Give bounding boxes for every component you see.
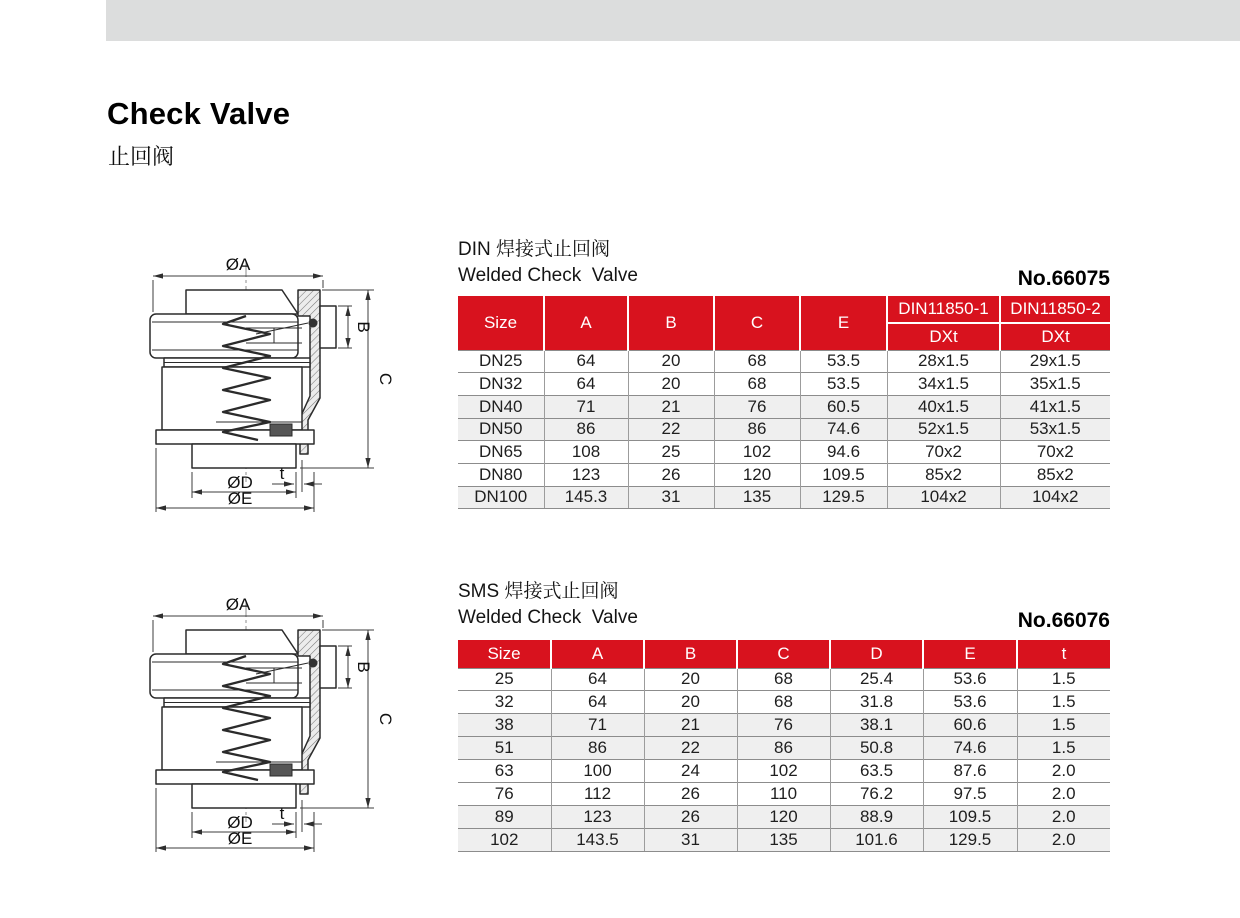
row-value-cell: 76.2 — [830, 782, 923, 805]
row-value-cell: 86 — [544, 418, 628, 441]
valve-seal — [270, 424, 292, 436]
row-value-cell: 76 — [714, 395, 800, 418]
row-value-cell: 104x2 — [887, 486, 1000, 509]
row-value-cell: 123 — [551, 805, 644, 828]
row-value-cell: 26 — [644, 805, 737, 828]
row-value-cell: 22 — [628, 418, 714, 441]
row-value-cell: 34x1.5 — [887, 373, 1000, 396]
row-value-cell: 87.6 — [923, 760, 1017, 783]
dim-label-c: C — [376, 712, 395, 726]
din-valve-technical-drawing — [106, 250, 398, 526]
row-size-cell: 32 — [458, 691, 551, 714]
row-value-cell: 74.6 — [923, 737, 1017, 760]
table-row — [458, 737, 1110, 760]
table-row — [458, 463, 1110, 486]
table-row — [458, 828, 1110, 851]
row-value-cell: 129.5 — [923, 828, 1017, 851]
row-value-cell: 74.6 — [800, 418, 887, 441]
row-size-cell: 102 — [458, 828, 551, 851]
hinge-pin — [309, 659, 318, 668]
row-value-cell: 102 — [737, 760, 830, 783]
table-row — [458, 373, 1110, 396]
table-row — [458, 805, 1110, 828]
sms-title-zh: SMS 焊接式止回阀 — [458, 581, 619, 602]
table-row — [458, 691, 1110, 714]
din-part-number: No.66075 — [1017, 267, 1110, 290]
row-value-cell: 86 — [737, 737, 830, 760]
check-valve-cross-section — [106, 590, 398, 866]
row-size-cell: 63 — [458, 760, 551, 783]
row-value-cell: 88.9 — [830, 805, 923, 828]
row-value-cell: 2.0 — [1017, 805, 1110, 828]
table-row — [458, 418, 1110, 441]
col-header-din11850-2: DIN11850-2 — [1000, 296, 1110, 323]
row-value-cell: 64 — [551, 668, 644, 691]
row-value-cell: 70x2 — [1000, 441, 1110, 464]
col-header-size: Size — [458, 640, 551, 668]
row-value-cell: 102 — [714, 441, 800, 464]
row-value-cell: 1.5 — [1017, 668, 1110, 691]
row-value-cell: 68 — [714, 373, 800, 396]
row-value-cell: 38.1 — [830, 714, 923, 737]
col-header-d: D — [830, 640, 923, 668]
row-value-cell: 31 — [644, 828, 737, 851]
dim-label-dia-e: ØE — [227, 829, 253, 848]
dim-label-b: B — [354, 321, 373, 333]
din-table-body — [458, 350, 1110, 509]
row-value-cell: 86 — [714, 418, 800, 441]
row-value-cell: 85x2 — [1000, 463, 1110, 486]
dim-label-dia-d: ØD — [227, 813, 253, 832]
row-value-cell: 104x2 — [1000, 486, 1110, 509]
row-value-cell: 64 — [544, 373, 628, 396]
row-value-cell: 108 — [544, 441, 628, 464]
col-header-din11850-1: DIN11850-1 — [887, 296, 1000, 323]
row-value-cell: 29x1.5 — [1000, 350, 1110, 373]
row-value-cell: 35x1.5 — [1000, 373, 1110, 396]
row-size-cell: DN80 — [458, 463, 544, 486]
dim-label-t: t — [279, 804, 285, 823]
page-title: Check Valve — [107, 96, 291, 131]
row-value-cell: 21 — [644, 714, 737, 737]
row-value-cell: 1.5 — [1017, 691, 1110, 714]
table-row — [458, 350, 1110, 373]
row-value-cell: 53.5 — [800, 373, 887, 396]
row-value-cell: 26 — [644, 782, 737, 805]
sms-part-number: No.66076 — [1017, 609, 1110, 632]
row-value-cell: 145.3 — [544, 486, 628, 509]
col-header-a: A — [551, 640, 644, 668]
dim-label-c: C — [376, 372, 395, 386]
sms-table-header — [458, 640, 1110, 668]
table-row — [458, 395, 1110, 418]
row-value-cell: 76 — [737, 714, 830, 737]
col-header-size: Size — [458, 296, 544, 350]
dim-label-dia-d: ØD — [227, 473, 253, 492]
row-value-cell: 112 — [551, 782, 644, 805]
col-header-a: A — [544, 296, 628, 350]
row-value-cell: 109.5 — [923, 805, 1017, 828]
row-value-cell: 64 — [544, 350, 628, 373]
row-value-cell: 135 — [714, 486, 800, 509]
dim-label-dia-a: ØA — [225, 255, 251, 274]
row-value-cell: 63.5 — [830, 760, 923, 783]
row-value-cell: 20 — [628, 373, 714, 396]
row-size-cell: 38 — [458, 714, 551, 737]
row-value-cell: 120 — [737, 805, 830, 828]
sms-title-en: Welded Check Valve — [458, 607, 638, 628]
table-row — [458, 486, 1110, 509]
sms-table-container — [458, 640, 1110, 852]
row-size-cell: DN25 — [458, 350, 544, 373]
row-value-cell: 31.8 — [830, 691, 923, 714]
row-value-cell: 25 — [628, 441, 714, 464]
row-value-cell: 71 — [544, 395, 628, 418]
din-dimension-table — [458, 296, 1110, 509]
row-value-cell: 71 — [551, 714, 644, 737]
row-size-cell: DN65 — [458, 441, 544, 464]
row-value-cell: 20 — [644, 668, 737, 691]
row-size-cell: DN50 — [458, 418, 544, 441]
page-subtitle-zh: 止回阀 — [108, 144, 175, 169]
row-value-cell: 143.5 — [551, 828, 644, 851]
sms-section-header — [458, 579, 1110, 637]
row-size-cell: DN40 — [458, 395, 544, 418]
dim-label-dia-a: ØA — [225, 595, 251, 614]
table-row — [458, 782, 1110, 805]
row-value-cell: 52x1.5 — [887, 418, 1000, 441]
col-header-b: B — [628, 296, 714, 350]
row-value-cell: 60.6 — [923, 714, 1017, 737]
valve-seal — [270, 764, 292, 776]
row-value-cell: 2.0 — [1017, 782, 1110, 805]
row-value-cell: 110 — [737, 782, 830, 805]
dim-label-dia-e: ØE — [227, 489, 253, 508]
row-value-cell: 53.5 — [800, 350, 887, 373]
row-value-cell: 70x2 — [887, 441, 1000, 464]
row-value-cell: 20 — [628, 350, 714, 373]
din-table-container — [458, 296, 1110, 509]
hinge-pin — [309, 319, 318, 328]
row-value-cell: 97.5 — [923, 782, 1017, 805]
din-title-en: Welded Check Valve — [458, 265, 638, 286]
row-value-cell: 53.6 — [923, 668, 1017, 691]
row-value-cell: 1.5 — [1017, 737, 1110, 760]
row-value-cell: 20 — [644, 691, 737, 714]
row-value-cell: 109.5 — [800, 463, 887, 486]
row-value-cell: 40x1.5 — [887, 395, 1000, 418]
din-title-zh: DIN 焊接式止回阀 — [458, 239, 611, 260]
row-value-cell: 135 — [737, 828, 830, 851]
row-value-cell: 85x2 — [887, 463, 1000, 486]
row-value-cell: 68 — [737, 691, 830, 714]
din-section-header — [458, 237, 1110, 295]
col-header-e: E — [800, 296, 887, 350]
row-value-cell: 94.6 — [800, 441, 887, 464]
col-header-e: E — [923, 640, 1017, 668]
row-size-cell: 25 — [458, 668, 551, 691]
col-header-c: C — [714, 296, 800, 350]
row-value-cell: 101.6 — [830, 828, 923, 851]
table-row — [458, 668, 1110, 691]
row-size-cell: 76 — [458, 782, 551, 805]
sms-valve-technical-drawing — [106, 590, 398, 866]
col-subheader-dxt-1: DXt — [887, 323, 1000, 350]
row-value-cell: 2.0 — [1017, 760, 1110, 783]
row-value-cell: 21 — [628, 395, 714, 418]
row-value-cell: 31 — [628, 486, 714, 509]
row-value-cell: 68 — [714, 350, 800, 373]
row-value-cell: 26 — [628, 463, 714, 486]
row-value-cell: 28x1.5 — [887, 350, 1000, 373]
page-header-bar — [106, 0, 1240, 41]
dim-label-t: t — [279, 464, 285, 483]
row-size-cell: 51 — [458, 737, 551, 760]
row-value-cell: 53x1.5 — [1000, 418, 1110, 441]
col-header-b: B — [644, 640, 737, 668]
row-value-cell: 25.4 — [830, 668, 923, 691]
table-row — [458, 760, 1110, 783]
row-size-cell: DN32 — [458, 373, 544, 396]
row-value-cell: 22 — [644, 737, 737, 760]
row-value-cell: 2.0 — [1017, 828, 1110, 851]
row-value-cell: 64 — [551, 691, 644, 714]
sms-dimension-table — [458, 640, 1110, 852]
row-value-cell: 41x1.5 — [1000, 395, 1110, 418]
col-subheader-dxt-2: DXt — [1000, 323, 1110, 350]
din-table-header — [458, 296, 1110, 350]
row-value-cell: 68 — [737, 668, 830, 691]
row-size-cell: DN100 — [458, 486, 544, 509]
table-row — [458, 441, 1110, 464]
col-header-t: t — [1017, 640, 1110, 668]
col-header-c: C — [737, 640, 830, 668]
row-value-cell: 60.5 — [800, 395, 887, 418]
check-valve-cross-section — [106, 250, 398, 526]
table-row — [458, 714, 1110, 737]
row-size-cell: 89 — [458, 805, 551, 828]
row-value-cell: 123 — [544, 463, 628, 486]
row-value-cell: 100 — [551, 760, 644, 783]
row-value-cell: 86 — [551, 737, 644, 760]
row-value-cell: 53.6 — [923, 691, 1017, 714]
dim-label-b: B — [354, 661, 373, 673]
row-value-cell: 120 — [714, 463, 800, 486]
row-value-cell: 50.8 — [830, 737, 923, 760]
row-value-cell: 1.5 — [1017, 714, 1110, 737]
row-value-cell: 129.5 — [800, 486, 887, 509]
sms-table-body — [458, 668, 1110, 851]
row-value-cell: 24 — [644, 760, 737, 783]
